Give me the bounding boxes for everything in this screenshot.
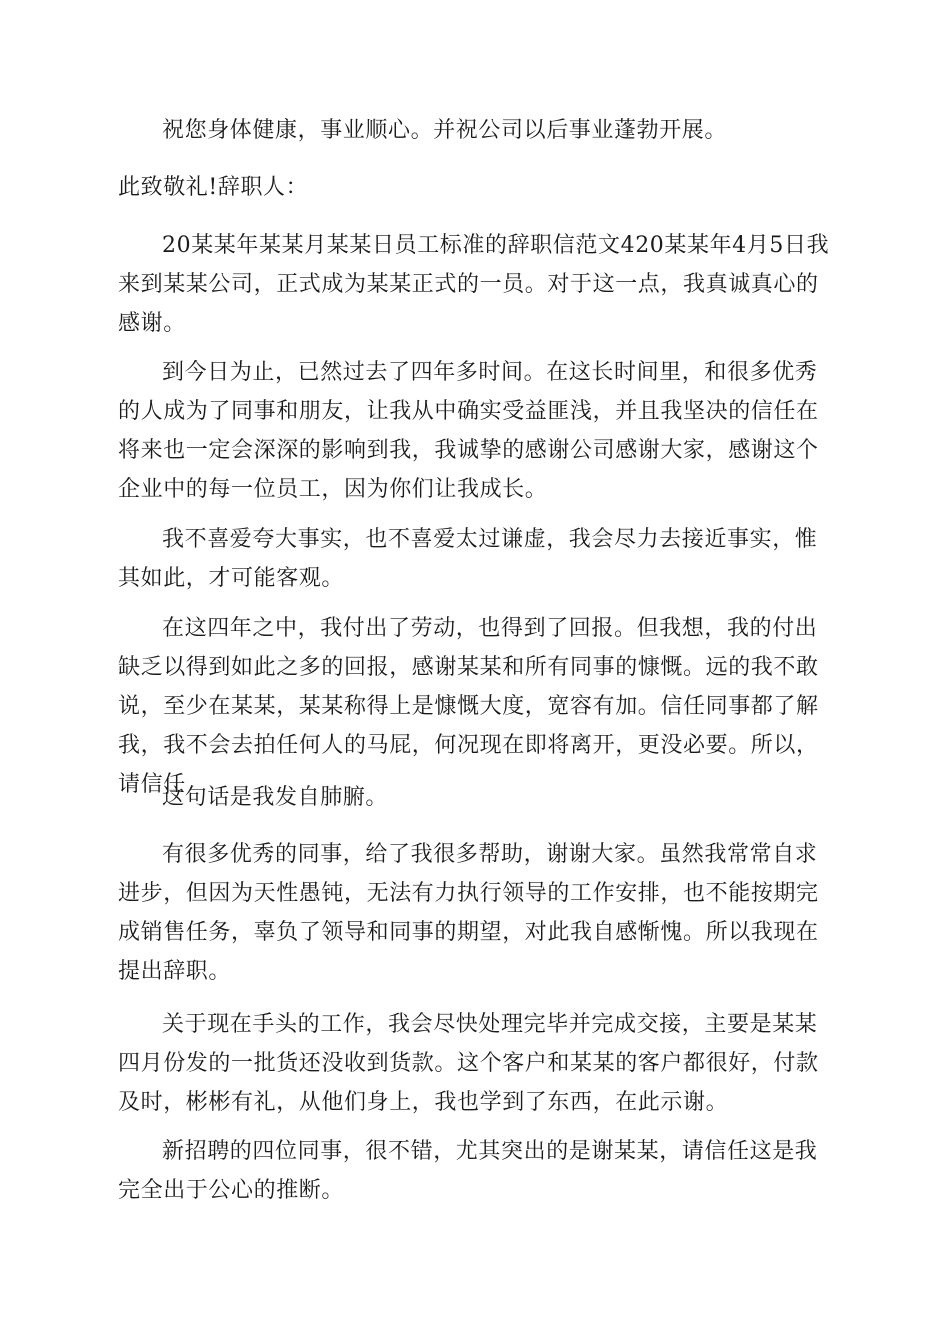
paragraph-intro: 20某某年某某月某某日员工标准的辞职信范文420某某年4月5日我来到某某公司，正式成为某某正式的一员。对于这一点，我真诚真心的感谢。 [118,233,830,336]
paragraph-objectivity: 我不喜爱夸大事实，也不喜爱太过谦虚，我会尽力去接近事实，惟其如此，才可能客观。 [118,527,818,591]
paragraph-new-colleagues: 新招聘的四位同事，很不错，尤其突出的是谢某某，请信任这是我完全出于公心的推断。 [118,1139,818,1203]
paragraph-four-years: 到今日为止，已然过去了四年多时间。在这长时间里，和很多优秀的人成为了同事和朋友，让我从中确实受益匪浅，并且我坚决的信任在将来也一定会深深的影响到我，我诚挚的感谢公司感谢大家，感谢这个企业中的每一位员工，因为你们让我成长。 [118,360,819,502]
paragraph-closing-salutation: 此致敬礼!辞职人： [118,175,309,200]
paragraph-handover: 关于现在手头的工作，我会尽快处理完毕并完成交接，主要是某某四月份发的一批货还没收到货款。这个客户和某某的客户都很好，付款及时，彬彬有礼，从他们身上，我也学到了东西，在此示谢。 [118,1012,819,1115]
paragraph-wishes: 祝您身体健康，事业顺心。并祝公司以后事业蓬勃开展。 [162,118,728,143]
paragraph-gratitude: 在这四年之中，我付出了劳动，也得到了回报。但我想，我的付出缺乏以得到如此之多的回报，感谢某某和所有同事的慷慨。远的我不敢说，至少在某某，某某称得上是慷慨大度，宽容有加。信任同事都了解我，我不会去拍任何人的马屁，何况现在即将离开，更没必要。所以，请信任 [118,616,819,797]
paragraph-sincerity: 这句话是我发自肺腑。 [162,785,389,810]
paragraph-resignation-reason: 有很多优秀的同事，给了我很多帮助，谢谢大家。虽然我常常自求进步，但因为天性愚钝，无法有力执行领导的工作安排，也不能按期完成销售任务，辜负了领导和同事的期望，对此我自感惭愧。所以我现在提出辞职。 [118,842,819,984]
